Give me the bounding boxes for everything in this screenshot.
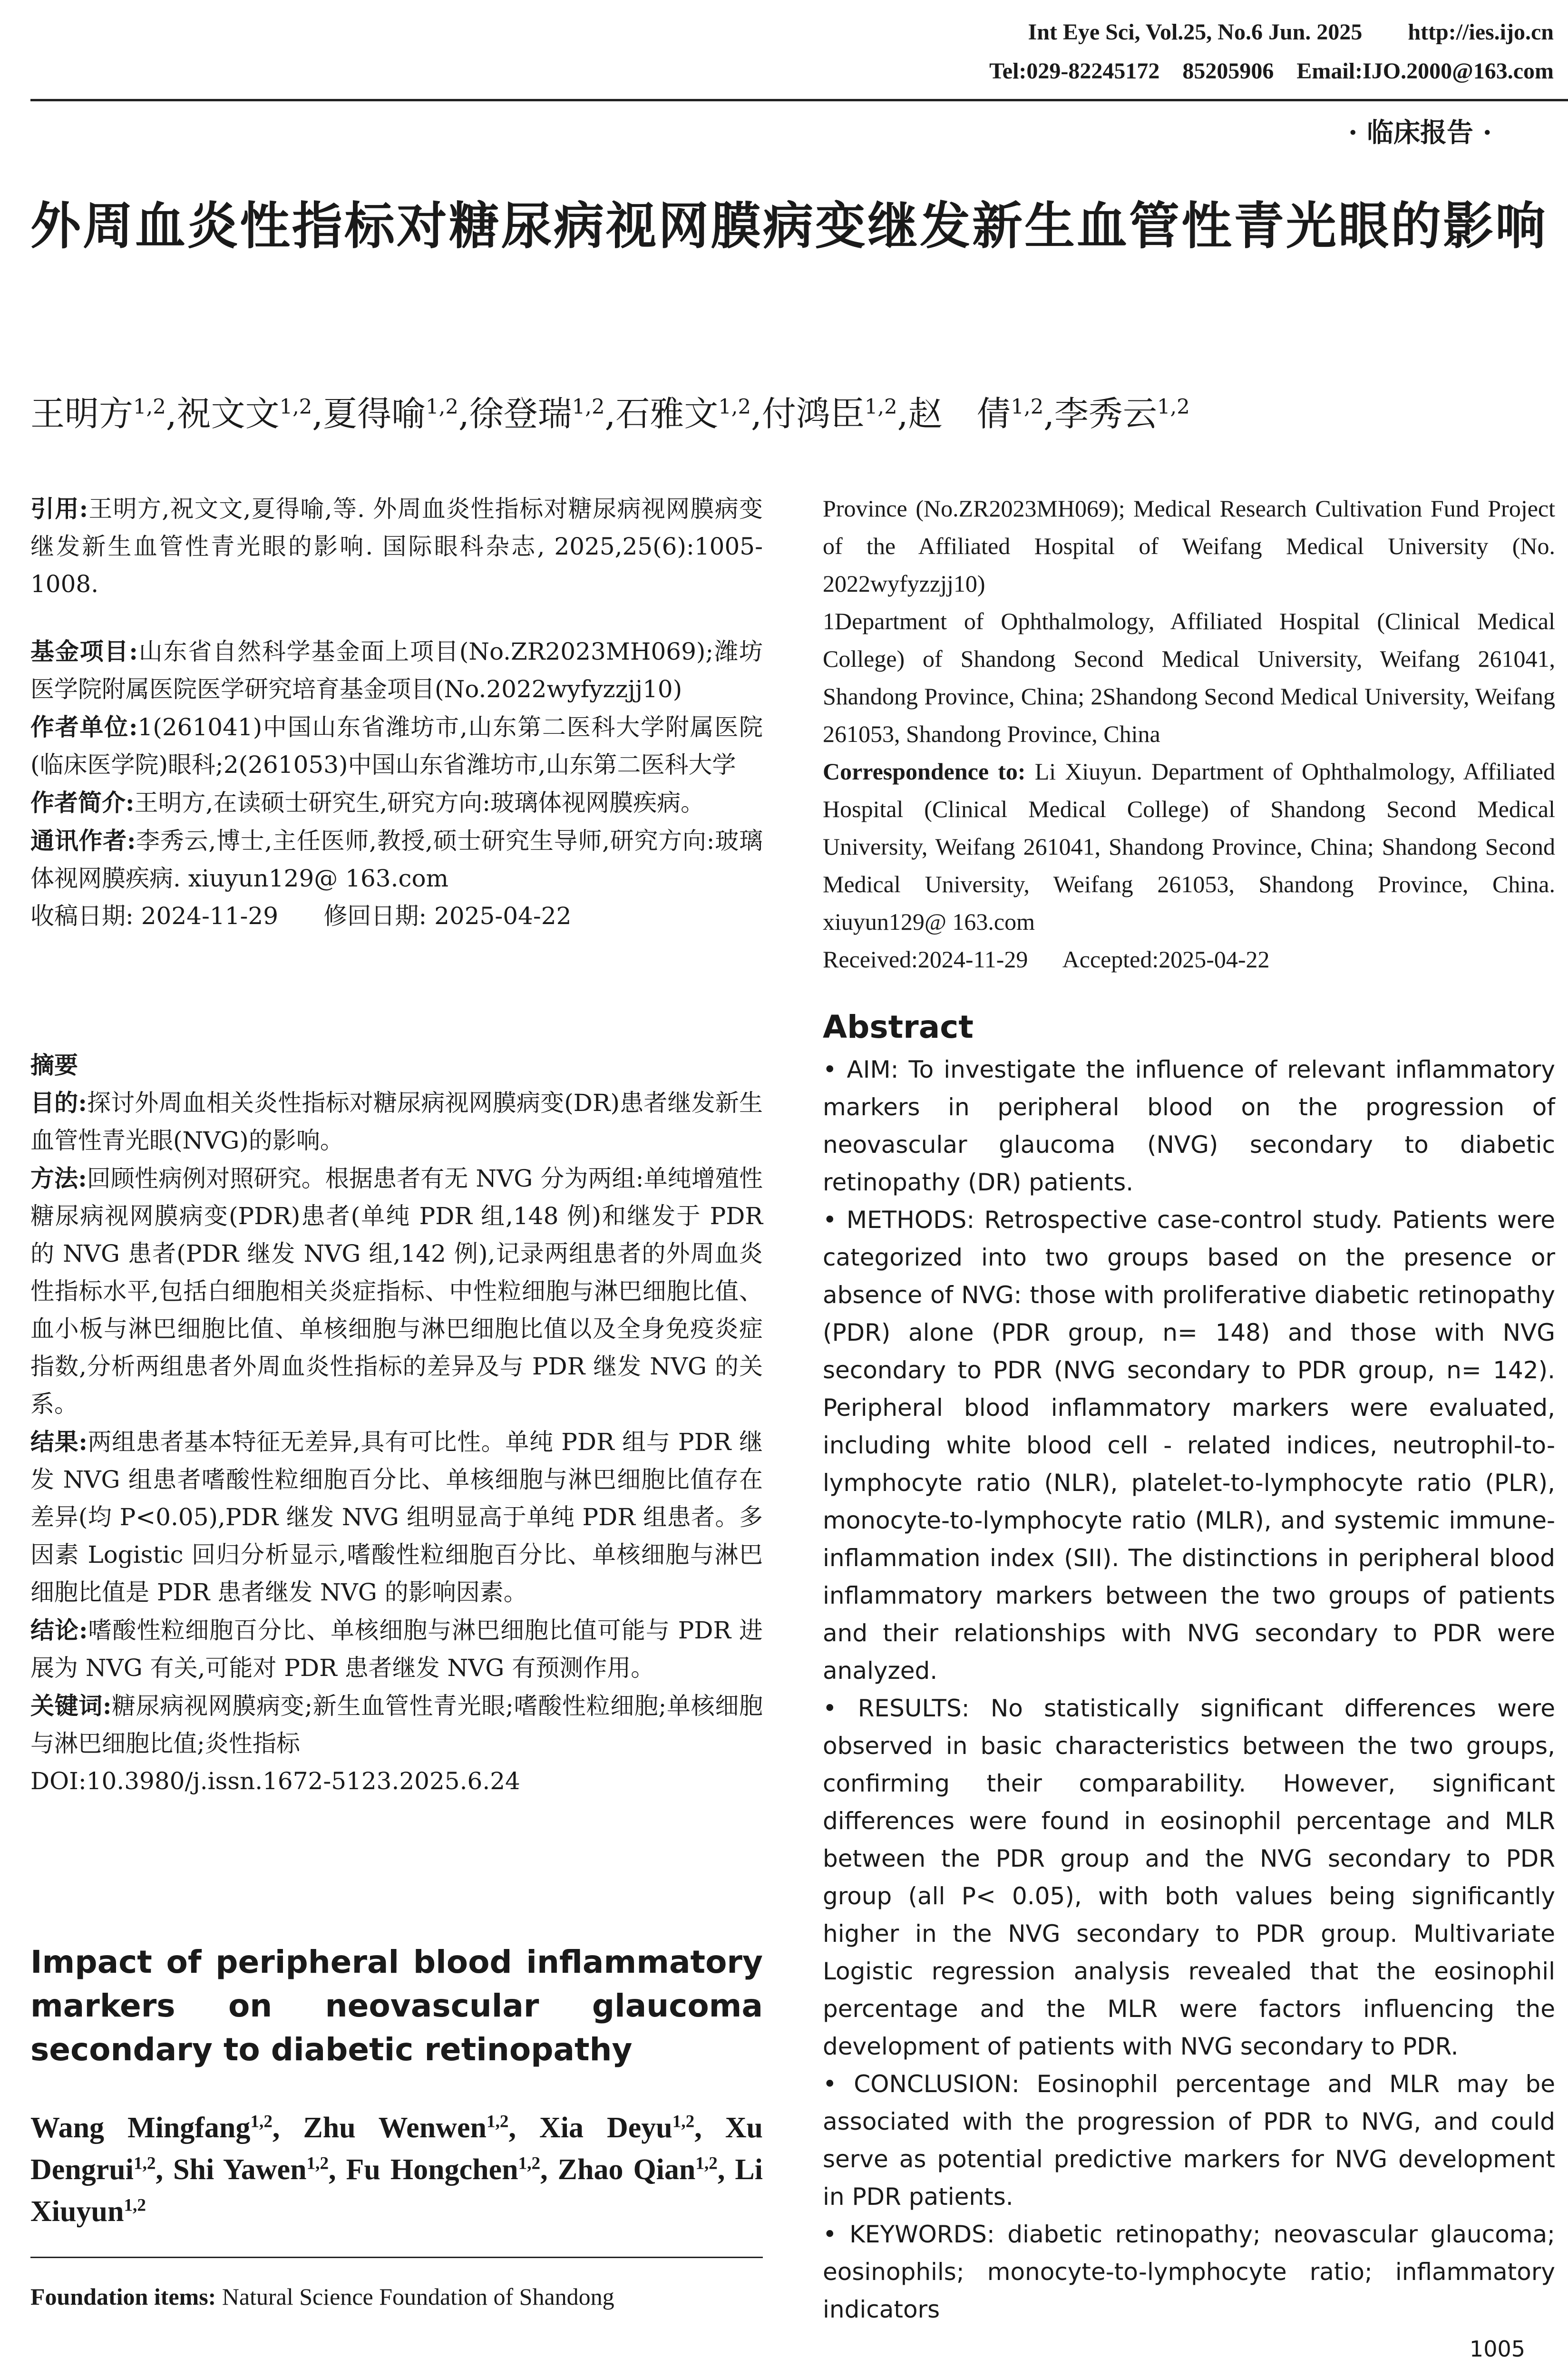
header-rule — [30, 99, 1568, 101]
kw-cn: 糖尿病视网膜病变;新生血管性青光眼;嗜酸性粒细胞;单核细胞与淋巴细胞比值;炎性指标 — [30, 1692, 763, 1757]
aim-en: • AIM: To investigate the influence of relevant inflammatory markers in peripheral blood on the progression of neovascular glaucoma (NVG) secondary to diabetic retinopathy (DR) patients. — [823, 1056, 1555, 1196]
kw-label-cn: 关键词: — [30, 1692, 112, 1720]
corr-label-en: Correspondence to: — [823, 758, 1026, 785]
results-en: • RESULTS: No statistically significant differences were observed in basic characteristics between the two groups, confirming their comparability. However, significant differences were found in eosinophil percentage and MLR between the PDR group and the NVG secondary to PDR group (all P< 0.05), with both values being significantly higher in the NVG secondary to PDR group. Multivariate Logistic regression analysis revealed that the eosinophil percentage and the MLR were factors influencing the development of patients with NVG secondary to PDR. — [823, 1695, 1555, 2060]
abstract-en-heading: Abstract — [823, 1009, 974, 1045]
methods-en: • METHODS: Retrospective case-control study. Patients were categorized into two groups based on the presence or absence of NVG: those with proliferative diabetic retinopathy (PDR) alone (PDR group, n= 148) and those with NVG secondary to PDR (NVG secondary to PDR group, n= 142). Peripheral blood inflammatory markers were evaluated, including white blood cell - related indices, neutrophil-to-lymphocyte ratio (NLR), platelet-to-lymphocyte ratio (PLR), monocyte-to-lymphocyte ratio (MLR), and systemic immune-inflammation index (SII). The distinctions in peripheral blood inflammatory markers between the two groups of patients and their relationships with NVG secondary to PDR were analyzed. — [823, 1206, 1555, 1685]
bio-text: 王明方,在读硕士研究生,研究方向:玻璃体视网膜疾病。 — [134, 789, 705, 817]
bio-label: 作者简介: — [30, 789, 135, 817]
authors-cn: 王明方$^{1,2}$,祝文文$^{1,2}$,夏得喻$^{1,2}$,徐登瑞$^{1,2}$,石雅文$^{1,2}$,付鸿臣$^{1,2}$,赵 倩$^{1,2}$,李秀云$^{1,2}$ — [30, 394, 1190, 434]
results-cn: 两组患者基本特征无差异,具有可比性。单纯 PDR 组与 PDR 继发 NVG 组患者嗜酸性粒细胞百分比、单核细胞与淋巴细胞比值存在差异(均 P<0.05),PDR 继发 NVG 组明显高于单纯 PDR 组患者。多因素 Logistic 回归分析显示,嗜酸性粒细胞百分比、单核细胞与淋巴细胞比值是 PDR 患者继发 NVG 的影响因素。 — [30, 1428, 763, 1606]
foundation-cont: Province (No.ZR2023MH069); Medical Research Cultivation Fund Project of the Affiliated Hospital of Weifang Medical University (No. 2022wyfyzzjj10) — [823, 495, 1555, 597]
affil-text: 1(261041)中国山东省潍坊市,山东第二医科大学附属医院(临床医学院)眼科;2(261053)中国山东省潍坊市,山东第二医科大学 — [30, 713, 763, 779]
page-number: 1005 — [1469, 2336, 1525, 2362]
journal-header-line2: Tel:029-82245172 85205906 Email:IJO.2000@163.com — [989, 58, 1554, 84]
corr-text: 李秀云,博士,主任医师,教授,硕士研究生导师,研究方向:玻璃体视网膜疾病. xiuyun129@ 163.com — [30, 827, 763, 892]
article-title-en: Impact of peripheral blood inflammatory markers on neovascular glaucoma secondary to diabetic retinopathy — [30, 1944, 763, 2068]
journal-header-line1: Int Eye Sci, Vol.25, No.6 Jun. 2025 http://ies.ijo.cn — [1028, 19, 1554, 45]
article-title-cn: 外周血炎性指标对糖尿病视网膜病变继发新生血管性青光眼的影响 — [30, 197, 1548, 255]
concl-en: • CONCLUSION: Eosinophil percentage and MLR may be associated with the progression of PDR to NVG, and could serve as potential predictive markers for NVG development in PDR patients. — [823, 2070, 1555, 2211]
citation-text: 王明方,祝文文,夏得喻,等. 外周血炎性指标对糖尿病视网膜病变继发新生血管性青光眼的影响. 国际眼科杂志, 2025,25(6):1005-1008. — [30, 495, 763, 598]
corr-en: Li Xiuyun. Department of Ophthalmology, Affiliated Hospital (Clinical Medical College) of Shandong Second Medical University, Weifang 261041, Shandong Province, China; Shandong Second Medical University, Weifang 261053, Shandong Province, China. xiuyun129@ 163.com — [823, 758, 1556, 935]
concl-label-cn: 结论: — [30, 1616, 88, 1644]
affil-label: 作者单位: — [30, 713, 138, 741]
aim-label-cn: 目的: — [30, 1089, 87, 1117]
citation-block — [30, 490, 763, 603]
abstract-cn-heading: 摘要 — [30, 1051, 78, 1079]
dates-cn: 收稿日期: 2024-11-29 修回日期: 2025-04-22 — [30, 902, 572, 930]
abstract-cn — [30, 1046, 763, 1800]
corr-label: 通讯作者: — [30, 827, 136, 855]
meta-en — [823, 490, 1555, 978]
aim-cn: 探讨外周血相关炎性指标对糖尿病视网膜病变(DR)患者继发新生血管性青光眼(NVG)的影响。 — [30, 1089, 763, 1154]
foundation-en — [30, 2278, 763, 2316]
meta-block — [30, 633, 763, 935]
concl-cn: 嗜酸性粒细胞百分比、单核细胞与淋巴细胞比值可能与 PDR 进展为 NVG 有关,可能对 PDR 患者继发 NVG 有预测作用。 — [30, 1617, 763, 1682]
section-tag: · 临床报告 · — [1348, 117, 1492, 148]
kw-en: • KEYWORDS: diabetic retinopathy; neovascular glaucoma; eosinophils; monocyte-to-lymphocyte ratio; inflammatory indicators — [823, 2221, 1555, 2323]
fund-text: 山东省自然科学基金面上项目(No.ZR2023MH069);潍坊医学院附属医院医学研究培育基金项目(No.2022wyfyzzjj10) — [30, 638, 763, 703]
results-label-cn: 结果: — [30, 1428, 88, 1456]
foundation-label: Foundation items: — [30, 2283, 216, 2310]
footnote-rule — [30, 2257, 763, 2258]
methods-cn: 回顾性病例对照研究。根据患者有无 NVG 分为两组:单纯增殖性糖尿病视网膜病变(PDR)患者(单纯 PDR 组,148 例)和继发于 PDR 的 NVG 患者(PDR 继发 NVG 组,142 例),记录两组患者的外周血炎性指标水平,包括白细胞相关炎症指标、中性粒细胞与淋巴细胞比值、血小板与淋巴细胞比值、单核细胞与淋巴细胞比值以及全身免疫炎症指数,分析两组患者外周血炎性指标的差异及与 PDR 继发 NVG 的关系。 — [30, 1165, 763, 1418]
foundation-text: Natural Science Foundation of Shandong — [222, 2283, 614, 2310]
dates-en: Received:2024-11-29 Accepted:2025-04-22 — [823, 946, 1270, 973]
citation-label: 引用: — [30, 495, 88, 523]
abstract-en — [823, 1003, 1555, 2328]
authors-en: Wang Mingfang$^{1,2}$, Zhu Wenwen$^{1,2}$, Xia Deyu$^{1,2}$, Xu Dengrui$^{1,2}$, Shi Yawen$^{1,2}$, Fu Hongchen$^{1,2}$, Zhao Qian$^{1,2}$, Li Xiuyun$^{1,2}$ — [30, 2112, 763, 2228]
doi: DOI:10.3980/j.issn.1672-5123.2025.6.24 — [30, 1767, 520, 1795]
affil-en: 1Department of Ophthalmology, Affiliated Hospital (Clinical Medical College) of Shandong Second Medical University, Weifang 261041, Shandong Province, China; 2Shandong Second Medical University, Weifang 261053, Shandong Province, China — [823, 608, 1555, 747]
methods-label-cn: 方法: — [30, 1164, 87, 1192]
fund-label: 基金项目: — [30, 637, 138, 665]
